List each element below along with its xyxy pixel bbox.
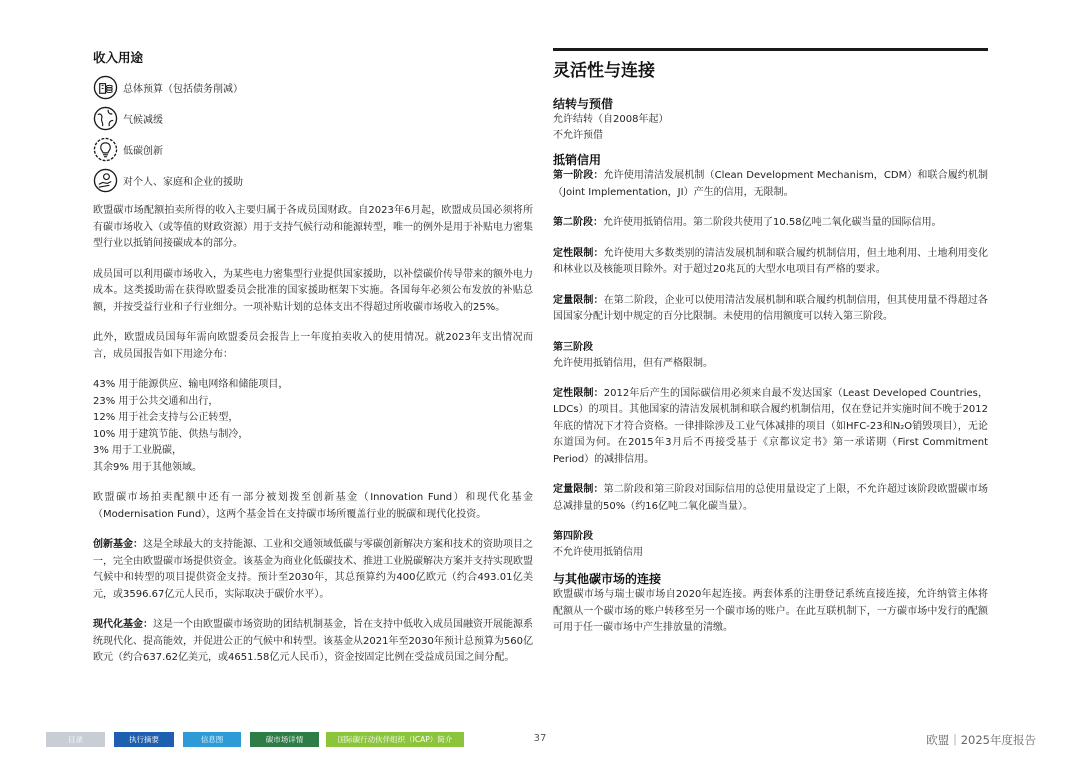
paragraph-modernisation-fund xyxy=(93,617,533,667)
qualitative-text: 允许使用大多数类别的清洁发展机制和联合履约机制信用，但土地利用、土地利用变化和林业以及核能项目除外。对于超过20兆瓦的大型水电项目有严格的要求。 xyxy=(553,247,989,275)
offset-credits-heading: 抵销信用 xyxy=(553,153,602,167)
revenue-use-label: 对个人、家庭和企业的援助 xyxy=(123,176,243,188)
modernisation-fund-label: 现代化基金： xyxy=(93,619,153,630)
allocation-item: 23% 用于公共交通和出行， xyxy=(93,395,219,407)
revenue-use-item xyxy=(93,103,533,133)
quantitative-text: 在第二阶段，企业可以使用清洁发展机制和联合履约机制信用，但其使用量不得超过各国国家分配计划中规定的百分比限制。未使用的信用额度可以转入第三阶段。 xyxy=(553,294,989,322)
revenue-use-item xyxy=(93,165,533,195)
banking-borrowing-heading: 结转与预借 xyxy=(553,97,614,111)
qualitative-label: 定性限制： xyxy=(553,387,604,399)
revenue-use-item xyxy=(93,72,533,102)
section-title: 灵活性与连接 xyxy=(553,61,655,81)
phase1-text: 允许使用清洁发展机制（Clean Development Mechanism，CDM）和联合履约机制（Joint Implementation，JI）产生的信用，无限制。 xyxy=(553,170,989,198)
qualitative-text: 2012年后产生的国际碳信用必须来自最不发达国家（Least Developed Countries，LDCs）的项目。其他国家的清洁发展机制和联合履约机制信用，仅在登记并实施时间不晚于2012年底的情况下才符合资格。一律排除涉及工业气体减排的项目（如HFC-23和N₂O销毁项目），无论东道国为何。在2015年3月后不再接受基于《京都议定书》第一承诺期（First Commitment Period）的减排信用。 xyxy=(553,387,988,465)
lightbulb-gear-icon xyxy=(93,137,118,162)
allocation-item: 其余9% 用于其他领域。 xyxy=(93,461,203,473)
phase2-qualitative-paragraph xyxy=(553,246,988,279)
tab-contents[interactable]: 目录 xyxy=(46,732,105,747)
linking-heading: 与其他碳市场的连接 xyxy=(553,572,662,586)
revenue-use-item xyxy=(93,134,533,164)
paragraph-revenue-allocation: 欧盟碳市场配额拍卖所得的收入主要归属于各成员国财政。自2023年6月起，欧盟成员国必须将所有碳市场收入（或等值的财政资源）用于支持气候行动和能源转型，唯一的例外是用于补贴电力密集型行业以抵销间接碳成本的部分。 xyxy=(93,205,533,249)
revenue-use-label: 总体预算（包括债务削减） xyxy=(123,83,243,95)
borrowing-line: 不允许预借 xyxy=(553,130,603,141)
innovation-fund-label: 创新基金： xyxy=(93,539,143,550)
phase2-quantitative-paragraph xyxy=(553,293,988,326)
phase3-heading: 第三阶段 xyxy=(553,341,593,353)
tab-market-details[interactable]: 碳市场详情 xyxy=(250,732,319,747)
quantitative-text: 第二阶段和第三阶段对国际信用的总使用量设定了上限，不允许超过该阶段欧盟碳市场总减排量的50%（约16亿吨二氧化碳当量）。 xyxy=(553,484,989,512)
paragraph-reporting: 此外，欧盟成员国每年需向欧盟委员会报告上一年度拍卖收入的使用情况。就2023年支出情况而言，成员国报告如下用途分布： xyxy=(93,332,533,360)
tab-about-icap[interactable]: 国际碳行动伙伴组织（ICAP）简介 xyxy=(326,732,464,747)
allocation-item: 43% 用于能源供应、输电网络和储能项目， xyxy=(93,379,289,390)
quantitative-label: 定量限制： xyxy=(553,294,604,306)
phase2-text: 允许使用抵销信用。第二阶段共使用了10.58亿吨二氧化碳当量的国际信用。 xyxy=(603,217,942,228)
linking-paragraph: 欧盟碳市场与瑞士碳市场自2020年起连接。两套体系的注册登记系统直接连接，允许纳管主体将配额从一个碳市场的账户转移至另一个碳市场的账户。在此互联机制下，一方碳市场中发行的配额可用于任一碳市场中产生排放量的清缴。 xyxy=(553,589,988,633)
allocation-item: 10% 用于建筑节能、供热与制冷， xyxy=(93,428,249,440)
phase1-paragraph xyxy=(553,168,988,201)
page-number: 37 xyxy=(533,733,547,744)
phase3-quantitative-paragraph xyxy=(553,482,988,515)
report-title: 欧盟｜2025年度报告 xyxy=(926,733,1036,747)
right-column xyxy=(553,48,988,637)
tab-executive-summary[interactable]: 执行摘要 xyxy=(114,732,174,747)
revenue-use-label: 气候减缓 xyxy=(123,114,163,126)
phase2-paragraph xyxy=(553,215,988,232)
paragraph-innovation-fund xyxy=(93,537,533,603)
section-divider xyxy=(553,48,988,51)
phase3-line: 允许使用抵销信用，但有严格限制。 xyxy=(553,357,713,369)
phase3-qualitative-paragraph xyxy=(553,386,988,469)
phase4-line: 不允许使用抵销信用 xyxy=(553,547,643,558)
revenue-use-list xyxy=(93,72,533,195)
phase1-label: 第一阶段： xyxy=(553,170,604,181)
phase2-label: 第二阶段： xyxy=(553,217,603,228)
modernisation-fund-text: 这是一个由欧盟碳市场资助的团结机制基金，旨在支持中低收入成员国融资开展能源系统现代化、提高能效，并促进公正的气候中和转型。该基金从2021年至2030年预计总预算为560亿欧元（约合637.62亿美元，或4651.58亿元人民币），资金按固定比例在受益成员国之间分配。 xyxy=(93,619,533,663)
quantitative-label: 定量限制： xyxy=(553,484,604,495)
footer xyxy=(0,732,1080,752)
paragraph-state-aid: 成员国可以利用碳市场收入，为某些电力密集型行业提供国家援助，以补偿碳价传导带来的额外电力成本。这类援助需在获得欧盟委员会批准的国家援助框架下实施。各国每年必须公布发放的补贴总额，并按受益行业和子行业细分。一项补贴计划的总体支出不得超过所收碳市场收入的25%。 xyxy=(93,268,533,313)
tab-infographic[interactable]: 信息图 xyxy=(183,732,241,747)
hand-coin-support-icon xyxy=(93,168,118,193)
left-column xyxy=(93,50,533,667)
paragraph-funds: 欧盟碳市场拍卖配额中还有一部分被划拨至创新基金（Innovation Fund）和现代化基金（Modernisation Fund），这两个基金旨在支持碳市场所覆盖行业的脱碳和现代化投资。 xyxy=(93,492,533,520)
revenue-use-heading: 收入用途 xyxy=(93,50,144,65)
allocation-item: 3% 用于工业脱碳， xyxy=(93,445,183,456)
allocation-item: 12% 用于社会支持与公正转型， xyxy=(93,412,239,423)
banking-line: 允许结转（自2008年起） xyxy=(553,114,669,125)
phase4-heading: 第四阶段 xyxy=(553,531,593,542)
qualitative-label: 定性限制： xyxy=(553,247,604,259)
globe-climate-icon xyxy=(93,106,118,131)
innovation-fund-text: 这是全球最大的支持能源、工业和交通领域低碳与零碳创新解决方案和技术的资助项目之一，完全由欧盟碳市场提供资金。该基金为商业化低碳技术、推进工业脱碳解决方案并支持实现欧盟气候中和转型的项目提供资金支持。预计至2030年，其总预算约为400亿欧元（约合493.01亿美元，或3596.67亿元人民币，实际取决于碳价水平）。 xyxy=(93,539,533,600)
budget-building-coins-icon xyxy=(93,75,118,100)
revenue-use-label: 低碳创新 xyxy=(123,145,163,157)
allocation-list xyxy=(93,377,533,476)
